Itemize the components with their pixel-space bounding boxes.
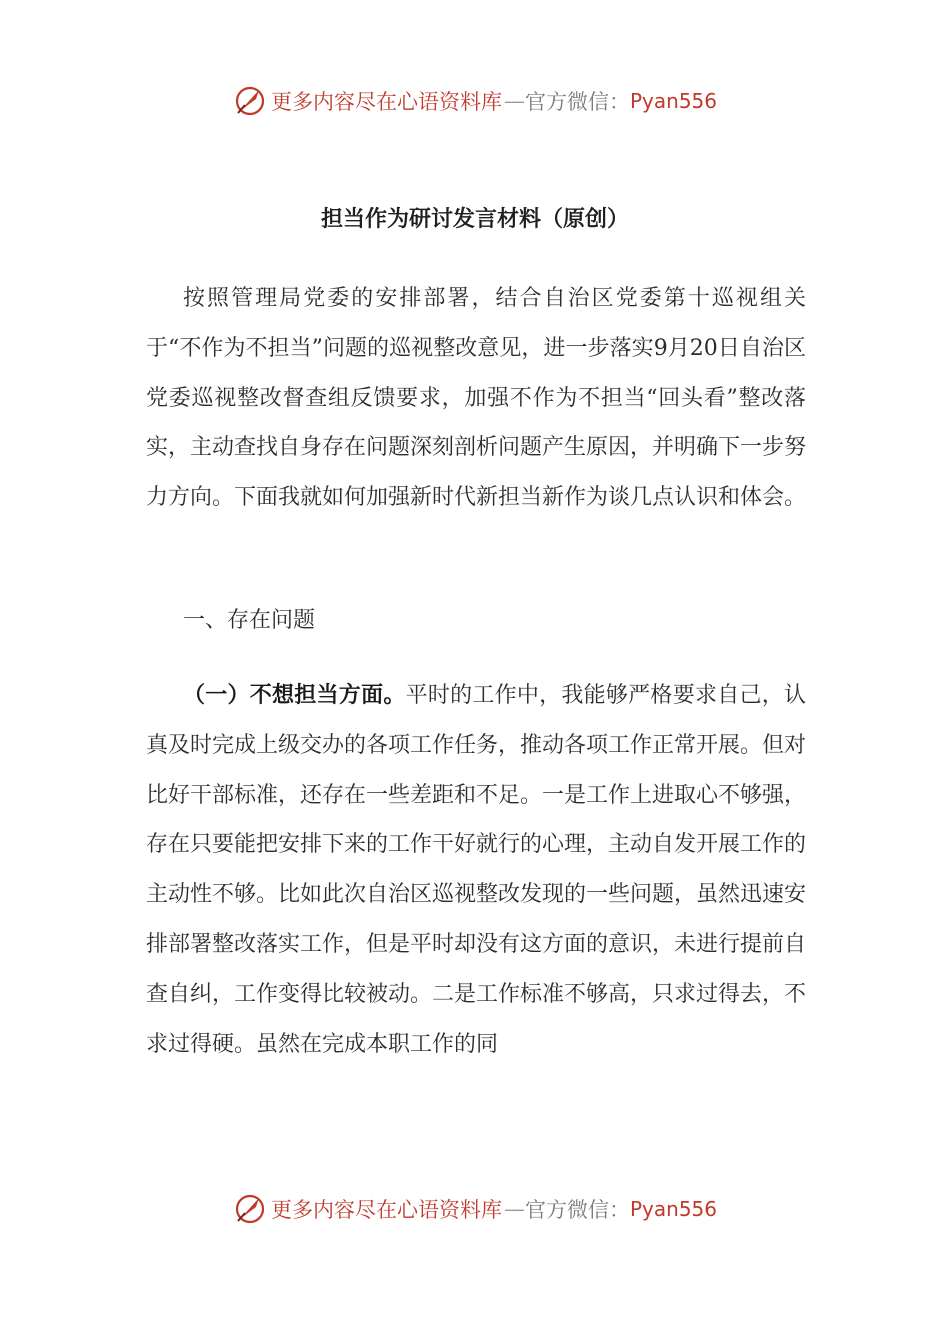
watermark-separator: — <box>503 1197 523 1221</box>
watermark-wechat-label: 官方微信： <box>524 90 630 114</box>
section-heading: 一、存在问题 <box>183 608 316 633</box>
quill-logo-icon <box>233 1192 267 1226</box>
subsection-lead: （一）不想担当方面。 <box>183 682 406 708</box>
watermark-separator: — <box>503 89 523 113</box>
document-title: 担当作为研讨发言材料（原创） <box>320 207 629 232</box>
intro-paragraph: 按照管理局党委的安排部署，结合自治区党委第十巡视组关于“不作为不担当”问题的巡视整改意见，进一步落实9月20日自治区党委巡视整改督查组反馈要求，加强不作为不担当“回头看”整改落实，主动查找自身存在问题深刻剖析问题产生原因，并明确下一步努力方向。下面我就如何加强新时代新担当新作为谈几点认识和体会。 <box>146 286 807 511</box>
quill-logo-icon <box>233 84 267 118</box>
watermark-brand: 更多内容尽在心语资料库 <box>270 1198 502 1222</box>
watermark-wechat-id: Pyan556 <box>629 89 717 113</box>
watermark-brand: 更多内容尽在心语资料库 <box>270 90 502 114</box>
header-watermark <box>0 84 950 118</box>
subsection-paragraph <box>146 671 806 1069</box>
footer-watermark <box>0 1192 950 1226</box>
subsection-body: 平时的工作中，我能够严格要求自己，认真及时完成上级交办的各项工作任务，推动各项工作正常开展。但对比好干部标准，还存在一些差距和不足。一是工作上进取心不够强，存在只要能把安排下来的工作干好就行的心理，主动自发开展工作的主动性不够。比如此次自治区巡视整改发现的一些问题，虽然迅速安排部署整改落实工作，但是平时却没有这方面的意识，未进行提前自查自纠，工作变得比较被动。二是工作标准不够高，只求过得去，不求过得硬。虽然在完成本职工作的同 <box>146 683 807 1057</box>
watermark-wechat-label: 官方微信： <box>524 1198 630 1222</box>
watermark-wechat-id: Pyan556 <box>629 1197 717 1221</box>
